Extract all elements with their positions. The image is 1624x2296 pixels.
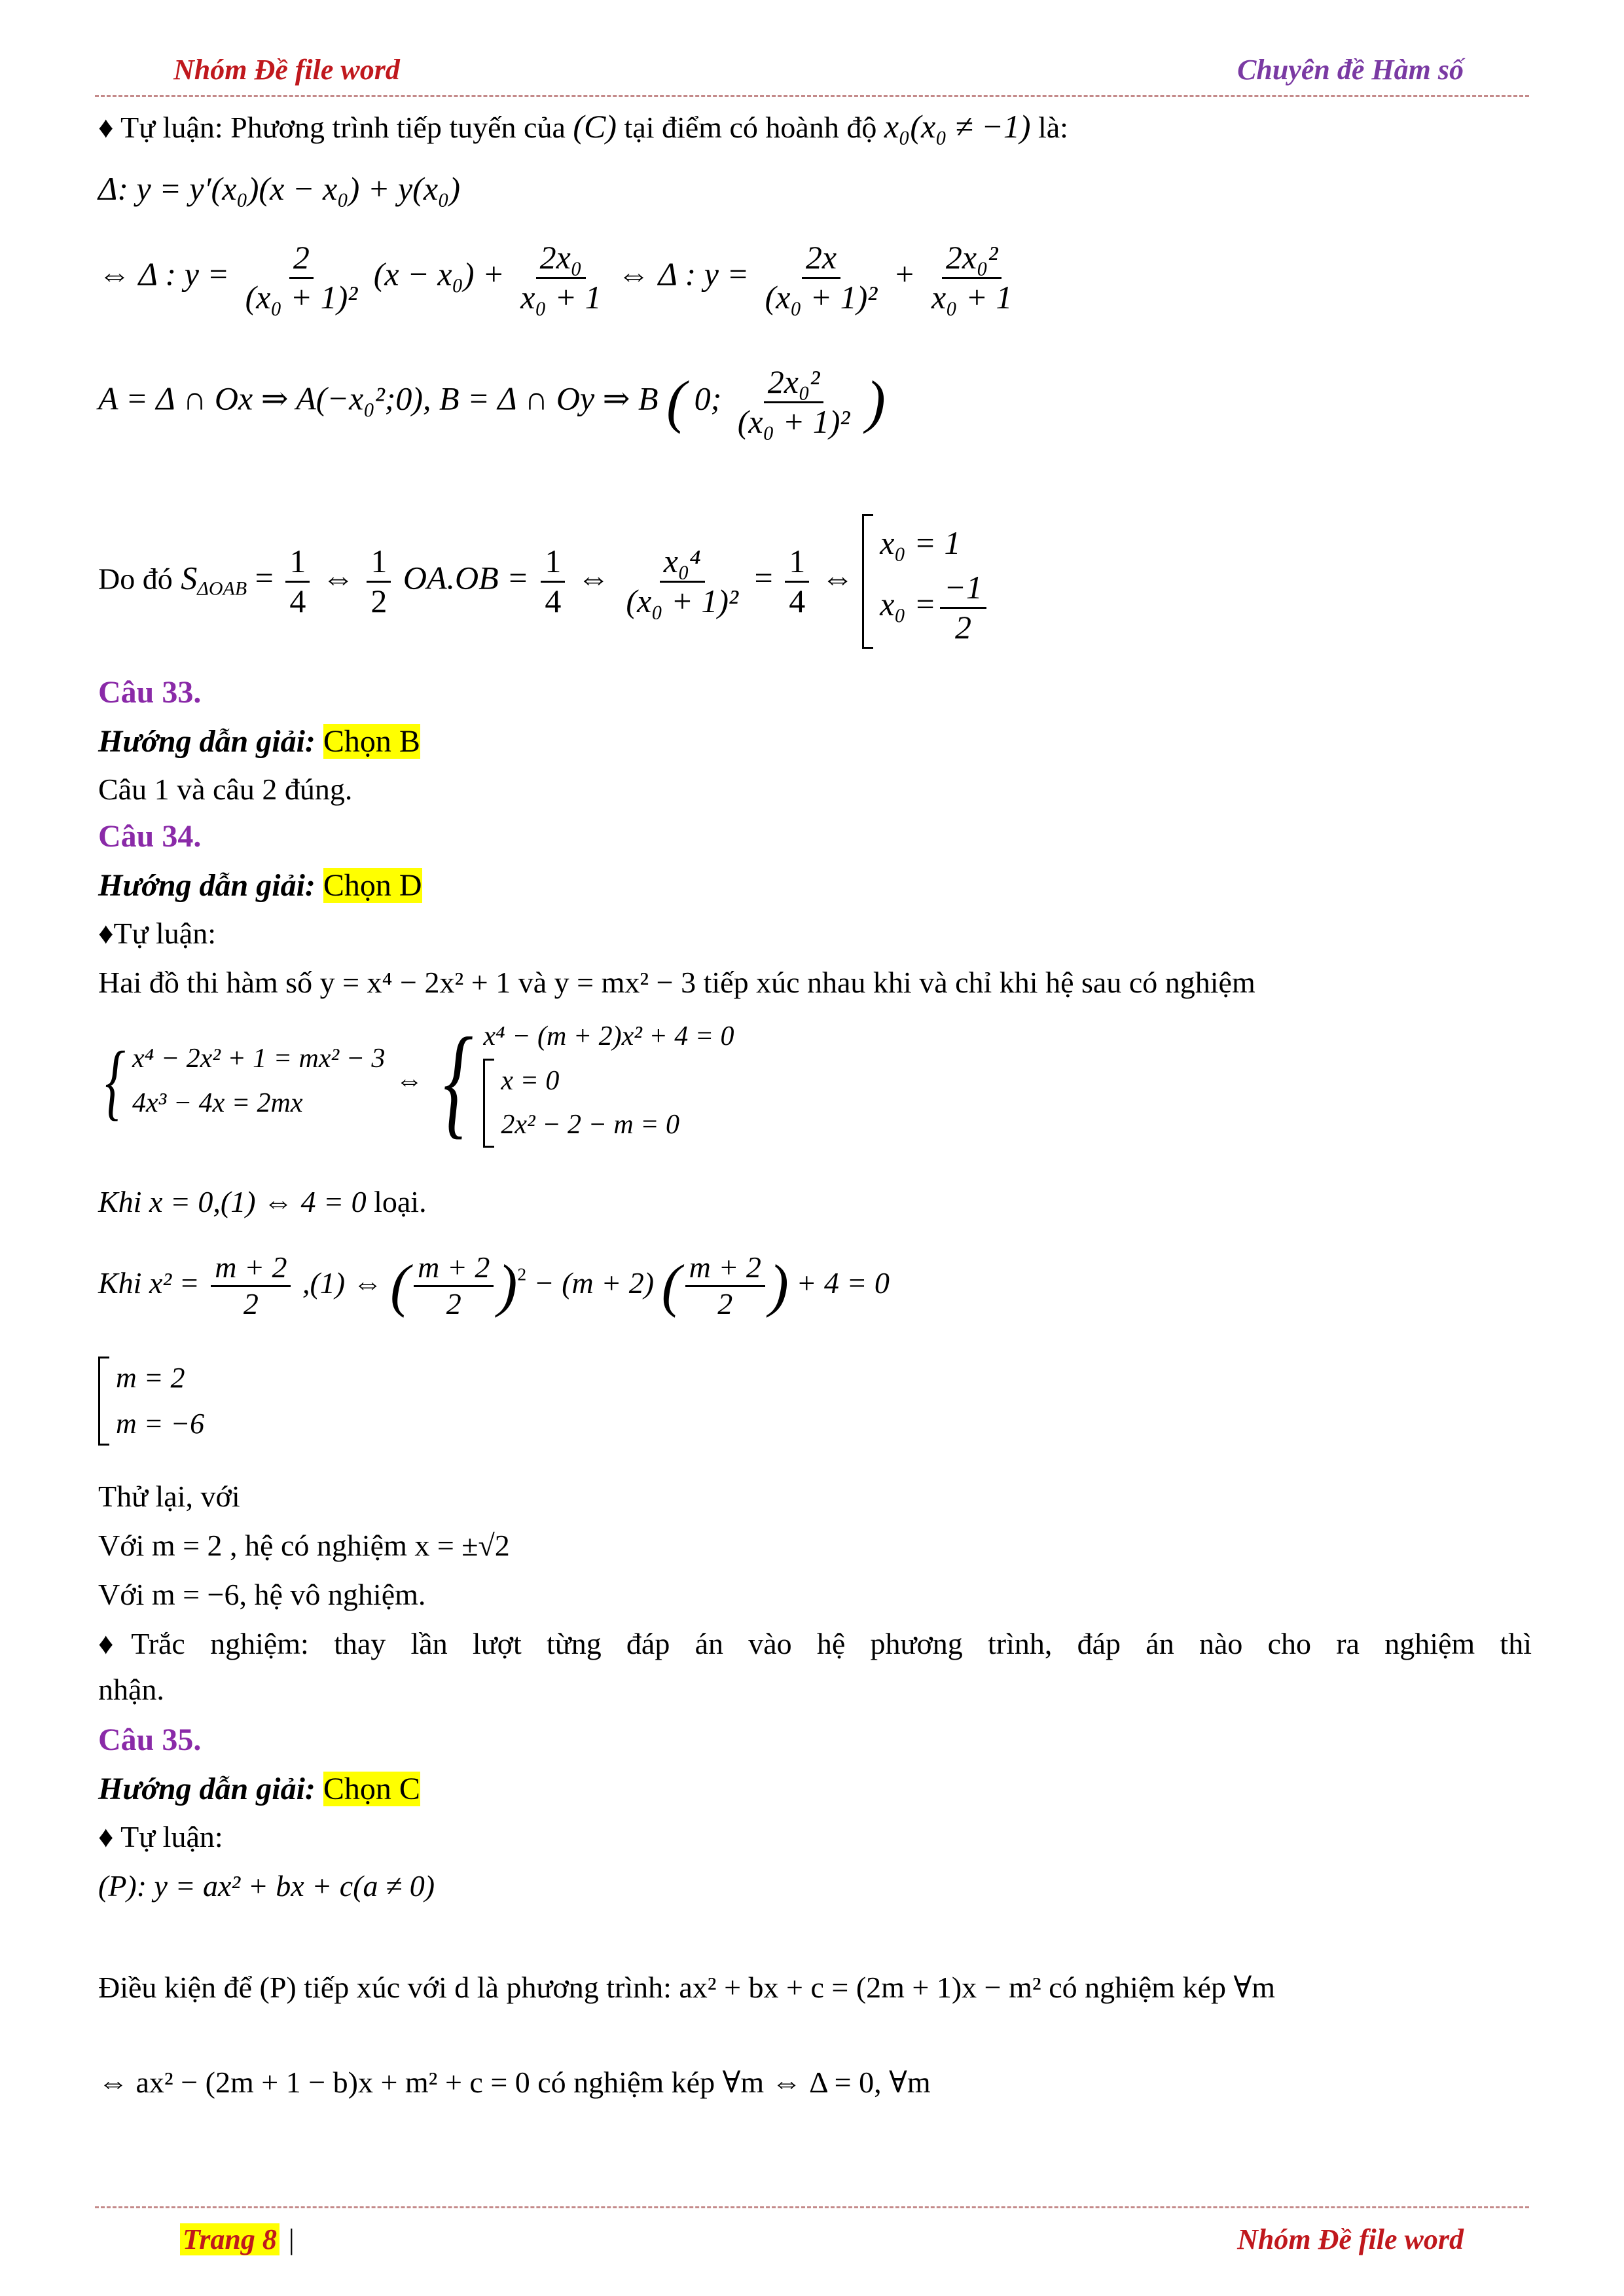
math-part: ⇔ Δ : y =: [98, 255, 230, 293]
line-intersections: [98, 363, 886, 441]
text-prefix: ♦ Tự luận:: [98, 111, 223, 144]
paren-open: (: [390, 1253, 410, 1319]
fraction: $\frac{\text{2x₀}}{\text{x₀ + 1}}$: [520, 239, 602, 316]
line-area-condition: [98, 514, 990, 649]
paren-open: (: [661, 1253, 681, 1319]
fraction: $\frac{1}{4}$: [285, 543, 310, 620]
bracket: [98, 1357, 109, 1446]
line-tangent-equation: Δ: y = y′(x₀)(x − x₀) + y(x₀): [98, 170, 461, 207]
system-of-equations: [98, 1012, 734, 1150]
brace: {: [443, 1012, 474, 1150]
paren-close: ): [768, 1253, 789, 1319]
case-x-zero: [98, 1185, 427, 1220]
root-1: x₀ = 1: [880, 524, 961, 561]
m-root-1: m = 2: [116, 1362, 185, 1394]
math-part: ⇔ Δ : y =: [617, 255, 749, 293]
math-part: − (m + 2): [533, 1266, 655, 1300]
fraction: $\frac{\text{2x₀²}}{\text{x₀ + 1}}$: [931, 239, 1013, 316]
system-eq-2: 4x³ − 4x = 2mx: [132, 1087, 303, 1118]
fraction: $\frac{2x}{\text{(x₀ + 1)²}}$: [765, 239, 878, 316]
brace: {: [105, 1034, 126, 1129]
math-oaob: OA.OB =: [403, 559, 529, 596]
paren-close: ): [865, 369, 886, 435]
math-iff: ⇔: [577, 559, 610, 596]
question-33-title: Câu 33.: [98, 675, 202, 710]
verify-text: Thử lại, với: [98, 1480, 240, 1513]
text-intro2: tại điểm có hoành độ: [624, 111, 877, 144]
parabola-equation: (P): y = ax² + bx + c(a ≠ 0): [98, 1869, 435, 1903]
exponent: 2: [517, 1264, 527, 1285]
question-35-guide: [98, 1771, 420, 1807]
page-footer: [95, 2206, 1529, 2274]
answer-highlight: Chọn D: [323, 868, 422, 903]
math-part: ,(1) ⇔: [302, 1266, 383, 1300]
answer-highlight: Chọn C: [323, 1772, 420, 1806]
math-s: S: [181, 559, 198, 596]
footer-page-number: Trang 8 |: [180, 2223, 295, 2256]
verify-m2: Với m = 2 , hệ có nghiệm x = ±√2: [98, 1529, 510, 1562]
fraction: $\frac{m + 2}{2}$: [685, 1250, 765, 1322]
math-part: A = Δ ∩ Ox ⇒ A(−x₀²;0), B = Δ ∩ Oy ⇒ B: [98, 380, 659, 417]
math-part: + 4 = 0: [796, 1266, 890, 1300]
m-solutions: [98, 1355, 204, 1448]
solution-set: [862, 514, 990, 649]
math-c: (C): [573, 108, 617, 145]
guide-label: Hướng dẫn giải:: [98, 1772, 316, 1806]
math-x0: x₀(x₀ ≠ −1): [884, 108, 1031, 145]
math-iff: ⇔: [321, 559, 355, 596]
math-part: Khi x = 0,(1) ⇔ 4 = 0: [98, 1185, 367, 1218]
question-35-title: Câu 35.: [98, 1722, 202, 1757]
math-s-sub: ΔOAB: [197, 577, 247, 600]
system-eq-4: x = 0: [501, 1066, 560, 1096]
line-tangent-intro: [98, 108, 1068, 146]
answer-highlight: Chọn B: [323, 724, 420, 759]
root-2: x₀ = $\frac{-1}{2}$: [880, 569, 990, 646]
system-eq-3: x⁴ − (m + 2)x² + 4 = 0: [483, 1021, 734, 1051]
guide-label: Hướng dẫn giải:: [98, 724, 316, 759]
footer-right-title: Nhóm Đề file word: [1237, 2223, 1464, 2255]
guide-label: Hướng dẫn giải:: [98, 868, 316, 903]
fraction: $\frac{1}{2}$: [367, 543, 391, 620]
fraction: $\frac{1}{4}$: [541, 543, 565, 620]
tangency-condition: Điều kiện để (P) tiếp xúc với d là phương trình: ax² + bx + c = (2m + 1)x − m² có nghiệm kép ∀m: [98, 1971, 1276, 2004]
paren-close: ): [497, 1253, 518, 1319]
math-iff: ⇔: [821, 559, 854, 596]
question-34-title: Câu 34.: [98, 819, 202, 854]
math-part: 0;: [694, 380, 722, 417]
verify-m-6: Với m = −6, hệ vô nghiệm.: [98, 1578, 426, 1611]
math-eq: =: [754, 559, 773, 596]
double-root-condition: ⇔ ax² − (2m + 1 − b)x + m² + c = 0 có nghiệm kép ∀m ⇔ Δ = 0, ∀m: [98, 2066, 931, 2099]
system-eq-1: x⁴ − 2x² + 1 = mx² − 3: [132, 1044, 386, 1074]
multiple-choice-note-end: nhận.: [98, 1673, 164, 1706]
fraction: $\frac{\text{x₀⁴}}{\text{(x₀ + 1)²}}$: [626, 543, 739, 619]
math-part: +: [893, 255, 916, 293]
math-part: Khi x² =: [98, 1266, 200, 1300]
bracket: [862, 514, 873, 649]
math-iff: ⇔: [395, 1066, 424, 1097]
system-eq-5: 2x² − 2 − m = 0: [501, 1110, 679, 1140]
fraction: $\frac{m + 2}{2}$: [211, 1250, 291, 1322]
question-33-guide: [98, 723, 420, 759]
text-intro: Phương trình tiếp tuyến của: [230, 111, 566, 144]
text-end: là:: [1038, 111, 1068, 144]
m-root-2: m = −6: [116, 1408, 205, 1440]
question-34-statement: Hai đồ thi hàm số y = x⁴ − 2x² + 1 và y = mx² − 3 tiếp xúc nhau khi và chỉ khi hệ sau có nghiệm: [98, 966, 1255, 999]
question-34-guide: [98, 867, 422, 903]
math-part: (x − x₀) +: [373, 255, 505, 293]
case-x-squared: [98, 1250, 890, 1322]
paren-open: (: [666, 369, 687, 435]
fraction: $\frac{2}{\text{(x₀ + 1)²}}$: [245, 239, 358, 316]
multiple-choice-note: ♦Trắc nghiệm: thay lần lượt từng đáp án vào hệ phương trình, đáp án nào cho ra nghiệm thì: [98, 1627, 1532, 1660]
bracket: [483, 1059, 494, 1148]
page-header: [95, 49, 1529, 97]
fraction: $\frac{m + 2}{2}$: [414, 1250, 494, 1322]
line-tangent-expanded: [98, 239, 1020, 316]
question-34-tuluan: ♦Tự luận:: [98, 917, 216, 950]
text-do-do: Do đó: [98, 562, 173, 596]
fraction: $\frac{1}{4}$: [785, 543, 809, 620]
header-right-title: Chuyên đề Hàm số: [1237, 54, 1464, 86]
question-35-tuluan: ♦ Tự luận:: [98, 1820, 223, 1853]
math-eq: =: [255, 559, 274, 596]
question-33-text: Câu 1 và câu 2 đúng.: [98, 773, 353, 806]
fraction: $\frac{\text{2x₀²}}{\text{(x₀ + 1)²}}$: [737, 363, 850, 440]
text-loai: loại.: [374, 1185, 427, 1218]
header-left-title: Nhóm Đề file word: [173, 54, 400, 86]
